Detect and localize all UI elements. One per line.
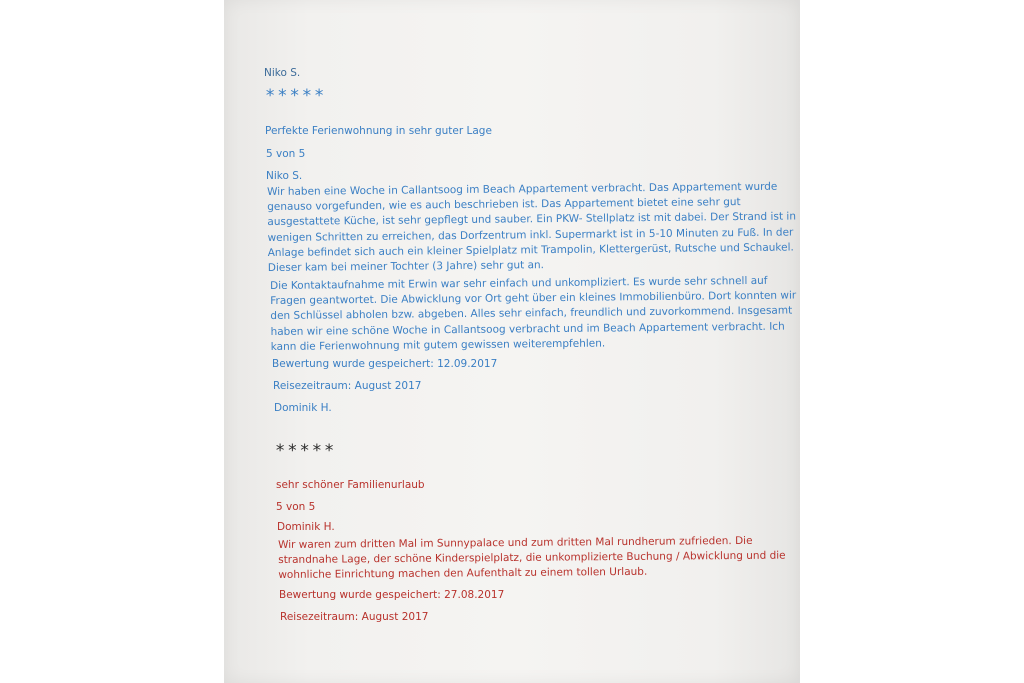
review1-title: Perfekte Ferienwohnung in sehr guter Lage [265,125,492,137]
review1-body-line: Anlage befindet sich auch ein kleiner Spielplatz mit Trampolin, Klettergerüst, Rutsche und Schaukel. [267,241,794,259]
review1-body-line: genauso vorgefunden, wie es auch beschrieben ist. Das Appartement bietet eine sehr gut [267,196,741,214]
review1-body-line: haben wir eine schöne Woche in Callantsoog verbracht und im Beach Appartement verbracht. Ich [270,320,785,338]
review1-body-line: den Schlüssel abholen bzw. abgeben. Alles sehr einfach, freundlich und zuvorkommend. Insgesamt [270,304,793,323]
review1-saved-date: Bewertung wurde gespeichert: 12.09.2017 [272,358,498,370]
review1-rating: 5 von 5 [266,148,306,160]
review2-body-line: wohnliche Einrichtung machen den Aufenthalt zu einem tollen Urlaub. [278,566,648,582]
review2-rating: 5 von 5 [276,501,316,513]
review1-body-line: kann die Ferienwohnung mit gutem gewissen weiterempfehlen. [270,337,606,353]
review2-title: sehr schöner Familienurlaub [276,479,425,491]
review1-body-paragraph-1 [267,179,797,276]
review1-stars: ***** [265,86,327,106]
review1-travel-period: Reisezeitraum: August 2017 [273,380,422,392]
review1-body-line: Dieser kam bei meiner Tochter (3 Jahre) sehr gut an. [267,259,545,275]
review2-body-line: strandnahe Lage, der schöne Kinderspielplatz, die unkomplizierte Buchung / Abwicklung und die [278,549,786,567]
review1-header-name: Niko S. [264,67,301,79]
review2-body-paragraph [278,534,786,584]
review2-saved-date: Bewertung wurde gespeichert: 27.08.2017 [279,589,505,601]
review1-body-line: wenigen Schritten zu erreichen, das Dorfzentrum inkl. Supermarkt ist in 5-10 Minuten zu Fuß. In der [267,226,794,244]
review1-body-line: Die Kontaktaufnahme mit Erwin war sehr einfach und unkompliziert. Es wurde sehr schnell auf [270,274,768,292]
review2-author: Dominik H. [277,521,335,533]
review1-body-line: ausgestattete Küche, ist sehr gepflegt und sauber. Ein PKW- Stellplatz ist mit dabei. Der Strand ist in [267,210,797,229]
review2-stars: ***** [275,441,337,461]
review1-body-line: Wir haben eine Woche in Callantsoog im Beach Appartement verbracht. Das Appartement wurde [267,180,778,198]
review2-travel-period: Reisezeitraum: August 2017 [280,611,429,623]
review1-body-line: Fragen geantwortet. Die Abwicklung vor Ort geht über ein kleines Immobilienbüro. Dort konnten wir [270,289,797,308]
review2-header-name: Dominik H. [274,402,332,414]
review1-author: Niko S. [266,170,303,182]
review2-body-line: Wir waren zum dritten Mal im Sunnypalace und zum dritten Mal rundherum zufrieden. Die [278,534,753,551]
review1-body-paragraph-2 [270,273,797,355]
